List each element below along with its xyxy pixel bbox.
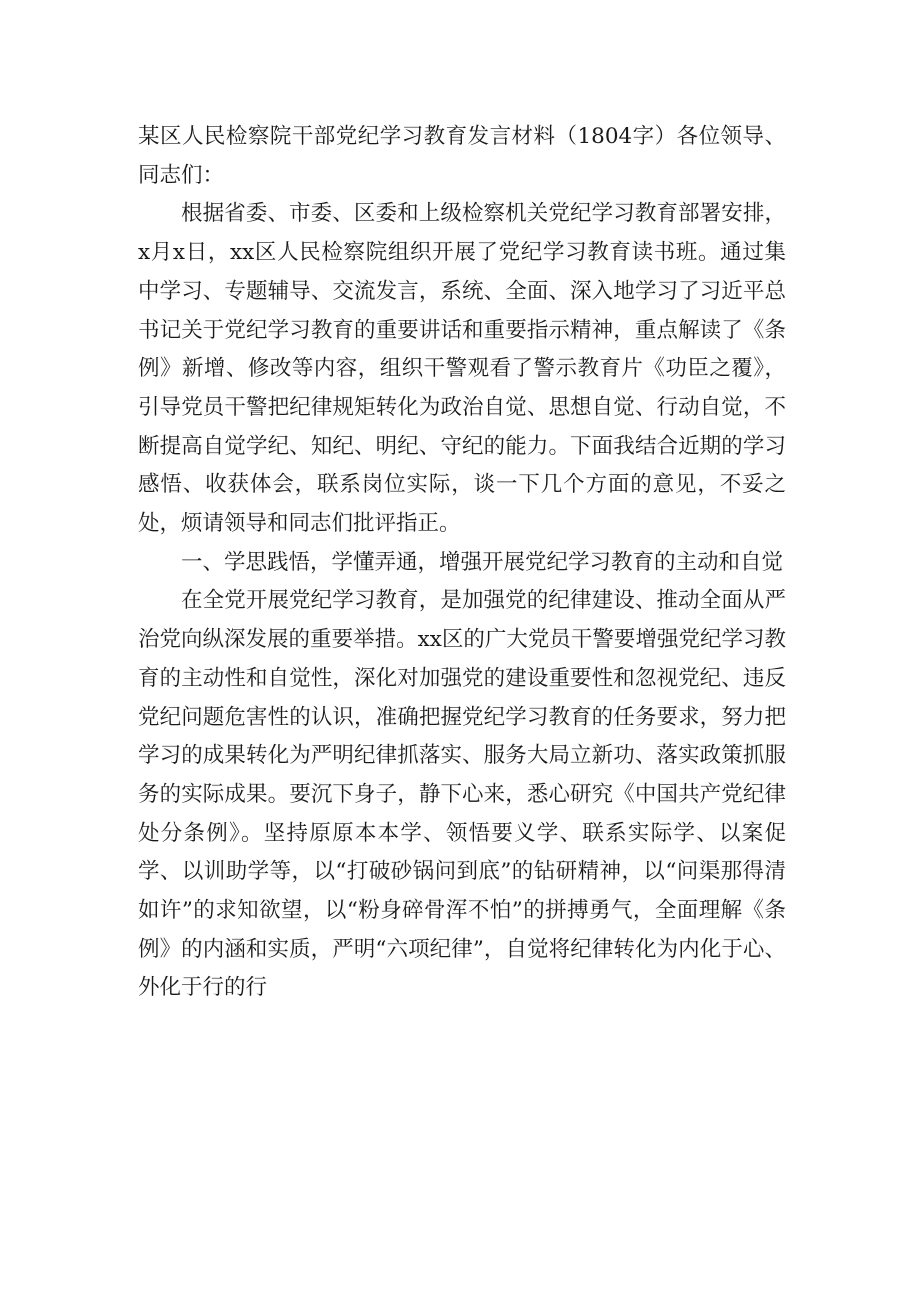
intro-paragraph: 根据省委、市委、区委和上级检察机关党纪学习教育部署安排，x月x日，xx区人民检察院组织开展了党纪学习教育读书班。通过集中学习、专题辅导、交流发言，系统、全面、深入地学习了习近平总书记关于党纪学习教育的重要讲话和重要指示精神，重点解读了《条例》新增、修改等内容，组织干警观看了警示教育片《功臣之覆》，引导党员干警把纪律规矩转化为政治自觉、思想自觉、行动自觉，不断提高自觉学纪、知纪、明纪、守纪的能力。下面我结合近期的学习感悟、收获体会，联系岗位实际，谈一下几个方面的意见，不妥之处，烦请领导和同志们批评指正。: [138, 201, 786, 537]
document-page: [138, 118, 786, 1008]
section-heading-1: 一、学思践悟，学懂弄通，增强开展党纪学习教育的主动和自觉: [181, 549, 784, 575]
section-1-paragraph: 在全党开展党纪学习教育，是加强党的纪律建设、推动全面从严治党向纵深发展的重要举措。xx区的广大党员干警要增强党纪学习教育的主动性和自觉性，深化对加强党的建设重要性和忽视党纪、违反党纪问题危害性的认识，准确把握党纪学习教育的任务要求，努力把学习的成果转化为严明纪律抓落实、服务大局立新功、落实政策抓服务的实际成果。要沉下身子，静下心来，悉心研究《中国共产党纪律处分条例》。坚持原原本本学、领悟要义学、联系实际学、以案促学、以训助学等，以“打破砂锅问到底”的钻研精神，以“问渠那得清如许”的求知欲望，以“粉身碎骨浑不怕”的拼搏勇气，全面理解《条例》的内涵和实质，严明“六项纪律”，自觉将纪律转化为内化于心、外化于行的行: [138, 588, 786, 1001]
document-title-line: 某区人民检察院干部党纪学习教育发言材料（1804字）各位领导、同志们：: [138, 124, 786, 188]
